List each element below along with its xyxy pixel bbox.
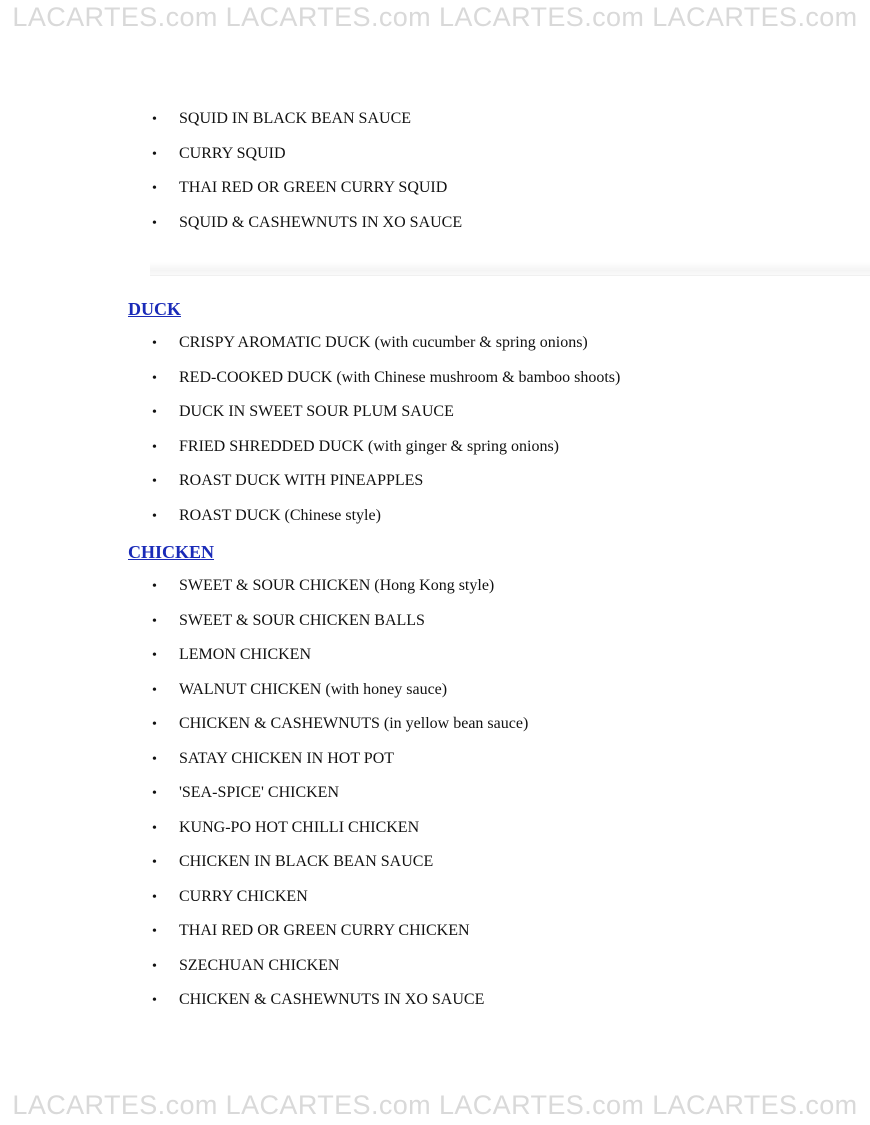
bullet-icon: • [152,717,157,732]
list-item [152,983,852,1018]
menu-item-label: SWEET & SOUR CHICKEN (Hong Kong style) [179,577,495,594]
bullet-icon: • [152,508,157,524]
list-item [152,776,852,811]
menu-item-label: SATAY CHICKEN IN HOT POT [179,749,395,767]
chicken-list [152,569,852,1018]
list-item [152,171,852,206]
page-fold-edge [150,275,870,276]
menu-item-label: CRISPY AROMATIC DUCK (with cucumber & spring onions) [179,334,588,351]
page-fold-shadow [150,262,870,276]
list-item [152,206,852,241]
list-item [152,430,852,465]
section-heading-chicken[interactable]: CHICKEN [128,542,215,562]
list-item [152,395,852,430]
bullet-icon: • [152,215,157,231]
bullet-icon: • [152,613,157,629]
menu-item-label: KUNG-PO HOT CHILLI CHICKEN [179,818,420,836]
bullet-icon: • [152,579,157,594]
watermark-top: LACARTES.com LACARTES.com LACARTES.com LACARTES.com [12,2,858,32]
bullet-icon: • [152,648,157,663]
list-item [152,638,852,673]
bullet-icon: • [152,181,157,196]
menu-item-label: SZECHUAN CHICKEN [179,956,340,974]
bullet-icon: • [152,751,157,767]
duck-list [152,326,852,533]
list-item [152,914,852,949]
squid-list [152,102,852,240]
bullet-icon: • [152,958,157,974]
bullet-icon: • [152,336,157,351]
bullet-icon: • [152,855,157,870]
list-item [152,361,852,396]
list-item [152,811,852,846]
menu-item-label: CURRY SQUID [179,144,286,162]
menu-item-label: FRIED SHREDDED DUCK (with ginger & spring onions) [179,437,559,455]
menu-item-label: CHICKEN IN BLACK BEAN SAUCE [179,853,434,870]
list-item [152,845,852,880]
menu-item-label: LEMON CHICKEN [179,646,311,663]
menu-item-label: CHICKEN & CASHEWNUTS (in yellow bean sauce) [179,715,529,732]
menu-item-label: SWEET & SOUR CHICKEN BALLS [179,611,425,629]
menu-item-label: THAI RED OR GREEN CURRY SQUID [179,179,448,196]
list-item [152,569,852,604]
menu-item-label: CHICKEN & CASHEWNUTS IN XO SAUCE [179,991,485,1008]
menu-item-label: RED-COOKED DUCK (with Chinese mushroom & bamboo shoots) [179,368,621,386]
menu-item-label: ROAST DUCK (Chinese style) [179,506,381,524]
bullet-icon: • [152,146,157,162]
list-item [152,949,852,984]
bullet-icon: • [152,405,157,420]
bullet-icon: • [152,370,157,386]
bullet-icon: • [152,786,157,801]
bullet-icon: • [152,889,157,905]
list-item [152,742,852,777]
list-item [152,880,852,915]
menu-item-label: THAI RED OR GREEN CURRY CHICKEN [179,922,470,939]
list-item [152,102,852,137]
menu-item-label: CURRY CHICKEN [179,887,308,905]
list-item [152,707,852,742]
menu-item-label: WALNUT CHICKEN (with honey sauce) [179,680,448,698]
list-item [152,326,852,361]
bullet-icon: • [152,682,157,698]
menu-item-label: SQUID & CASHEWNUTS IN XO SAUCE [179,213,463,231]
menu-item-label: DUCK IN SWEET SOUR PLUM SAUCE [179,403,454,420]
list-item [152,673,852,708]
bullet-icon: • [152,112,157,127]
list-item [152,137,852,172]
bullet-icon: • [152,474,157,489]
bullet-icon: • [152,820,157,836]
list-item [152,499,852,534]
watermark-bottom: LACARTES.com LACARTES.com LACARTES.com LACARTES.com [12,1090,858,1120]
menu-item-label: ROAST DUCK WITH PINEAPPLES [179,472,424,489]
section-heading-duck[interactable]: DUCK [128,299,181,319]
bullet-icon: • [152,924,157,939]
list-item [152,464,852,499]
bullet-icon: • [152,439,157,455]
menu-item-label: SQUID IN BLACK BEAN SAUCE [179,110,412,127]
menu-item-label: 'SEA-SPICE' CHICKEN [179,784,339,801]
list-item [152,604,852,639]
bullet-icon: • [152,993,157,1008]
